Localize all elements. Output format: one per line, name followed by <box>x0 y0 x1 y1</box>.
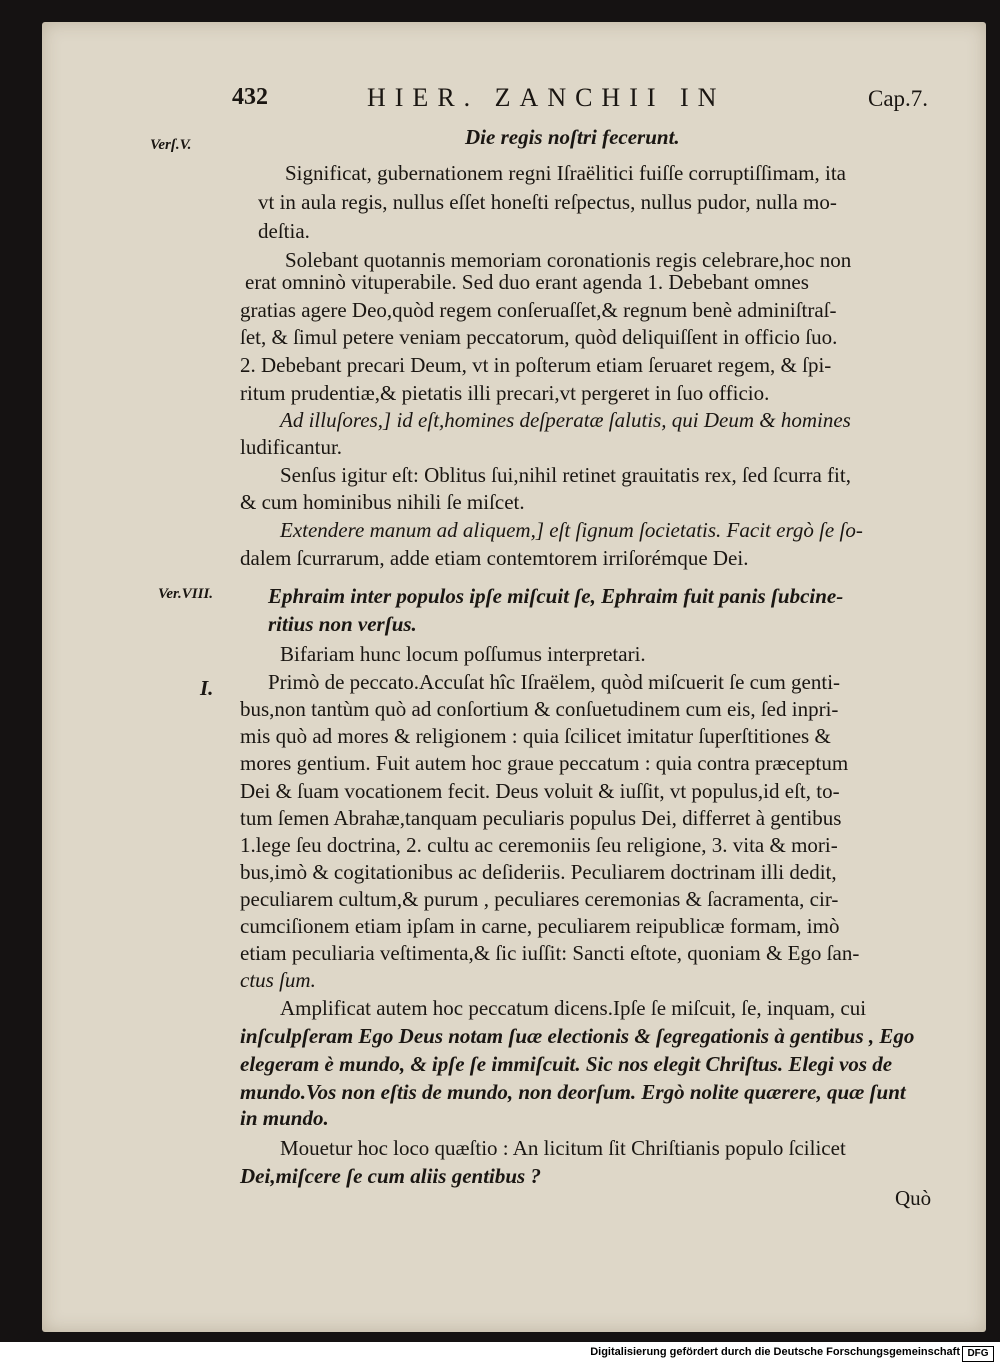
lemma-verse-8: Ephraim inter populos ipſe miſcuit ſe, Ephraim fuit panis ſubcine- <box>268 584 844 608</box>
text-line: in mundo. <box>240 1106 329 1130</box>
text-line: dalem ſcurrarum, adde etiam contemtorem irriſorémque Dei. <box>240 546 749 570</box>
text-line: Mouetur hoc loco quæſtio : An licitum ſit Chriſtianis populo ſcilicet <box>280 1136 846 1160</box>
funding-notice: Digitalisierung gefördert durch die Deutsche Forschungsgemeinschaft <box>590 1346 960 1358</box>
text-line: ſet, & ſimul petere veniam peccatorum, quòd deliquiſſent in officio ſuo. <box>240 325 838 349</box>
text-line: inſculpſeram Ego Deus notam ſuæ electionis & ſegregationis à gentibus , Ego <box>240 1024 915 1048</box>
dfg-logo-icon: DFG <box>962 1346 994 1362</box>
text-line: Bifariam hunc locum poſſumus interpretari. <box>280 642 646 666</box>
text-line: erat omninò vituperabile. Sed duo erant agenda 1. Debebant omnes <box>245 270 809 294</box>
margin-numeral-1: I. <box>200 676 214 700</box>
page-number: 432 <box>232 84 268 110</box>
text-line: Ad illuſores,] id eſt,homines deſperatæ ſalutis, qui Deum & homines <box>280 408 851 432</box>
text-line: gratias agere Deo,quòd regem conſeruaſſet,& regnum benè adminiſtraſ- <box>240 298 837 322</box>
lemma-verse-8-cont: ritius non verſus. <box>268 612 417 636</box>
text-line: Solebant quotannis memoriam coronationis regis celebrare,hoc non <box>285 248 852 272</box>
text-line: Amplificat autem hoc peccatum dicens.Ipſe ſe miſcuit, ſe, inquam, cui <box>280 996 867 1020</box>
footer-bar <box>0 1342 1000 1364</box>
running-head: HIER. ZANCHII IN <box>367 83 726 112</box>
text-line: Extendere manum ad aliquem,] eſt ſignum ſocietatis. Facit ergò ſe ſo- <box>280 518 863 542</box>
text-line: Significat, gubernationem regni Iſraëlitici fuiſſe corruptiſſimam, ita <box>285 161 846 185</box>
text-line: mis quò ad mores & religionem : quia ſcilicet imitatur ſuperſtitiones & <box>240 724 831 748</box>
text-line: vt in aula regis, nullus eſſet honeſti reſpectus, nullus pudor, nulla mo- <box>258 190 837 214</box>
text-line: deſtia. <box>258 219 310 243</box>
text-line: ludificantur. <box>240 435 343 459</box>
margin-note-verse-5: Verſ.V. <box>150 137 192 153</box>
text-line: peculiarem cultum,& purum , peculiares ceremonias & ſacramenta, cir- <box>240 887 839 911</box>
chapter-label: Cap.7. <box>868 86 929 111</box>
text-line: bus,non tantùm quò ad conſortium & conſuetudinem cum eis, ſed inpri- <box>240 697 839 721</box>
text-line: ritum prudentiæ,& pietatis illi precari,vt pergeret in ſuo officio. <box>240 381 770 405</box>
text-line: tum ſemen Abrahæ,tanquam peculiaris populus Dei, differret à gentibus <box>240 806 842 830</box>
text-line: Dei,miſcere ſe cum aliis gentibus ? <box>240 1164 541 1188</box>
text-line: mores gentium. Fuit autem hoc graue peccatum : quia contra præceptum <box>240 751 849 775</box>
margin-note-verse-8: Ver.VIII. <box>158 586 214 602</box>
text-line: cumciſionem etiam ipſam in carne, peculiarem reipublicæ formam, imò <box>240 914 840 938</box>
text-line: Dei & ſuam vocationem fecit. Deus voluit & iuſſit, vt populus,id eſt, to- <box>240 779 840 803</box>
text-line: bus,imò & cogitationibus ac deſideriis. Peculiarem doctrinam illi dedit, <box>240 860 837 884</box>
lemma-heading: Die regis noſtri fecerunt. <box>465 125 680 149</box>
text-line: Senſus igitur eſt: Oblitus ſui,nihil retinet grauitatis rex, ſed ſcurra fit, <box>280 463 851 487</box>
text-line: & cum hominibus nihili ſe miſcet. <box>240 490 525 514</box>
text-line: 1.lege ſeu doctrina, 2. cultu ac ceremoniis ſeu religione, 3. vita & mori- <box>240 833 838 857</box>
text-line: elegeram è mundo, & ipſe ſe immiſcuit. Sic nos elegit Chriſtus. Elegi vos de <box>240 1052 893 1076</box>
catchword: Quò <box>895 1186 932 1210</box>
text-line: 2. Debebant precari Deum, vt in poſterum etiam ſeruaret regem, & ſpi- <box>240 353 832 377</box>
text-line: Primò de peccato.Accuſat hîc Iſraëlem, quòd miſcuerit ſe cum genti- <box>268 670 841 694</box>
text-line: etiam peculiaria veſtimenta,& ſic iuſſit: Sancti eſtote, quoniam & Ego ſan- <box>240 941 860 965</box>
text-line: ctus ſum. <box>240 968 316 992</box>
text-line: mundo.Vos non eſtis de mundo, non deorſum. Ergò nolite quærere, quæ ſunt <box>240 1080 906 1104</box>
